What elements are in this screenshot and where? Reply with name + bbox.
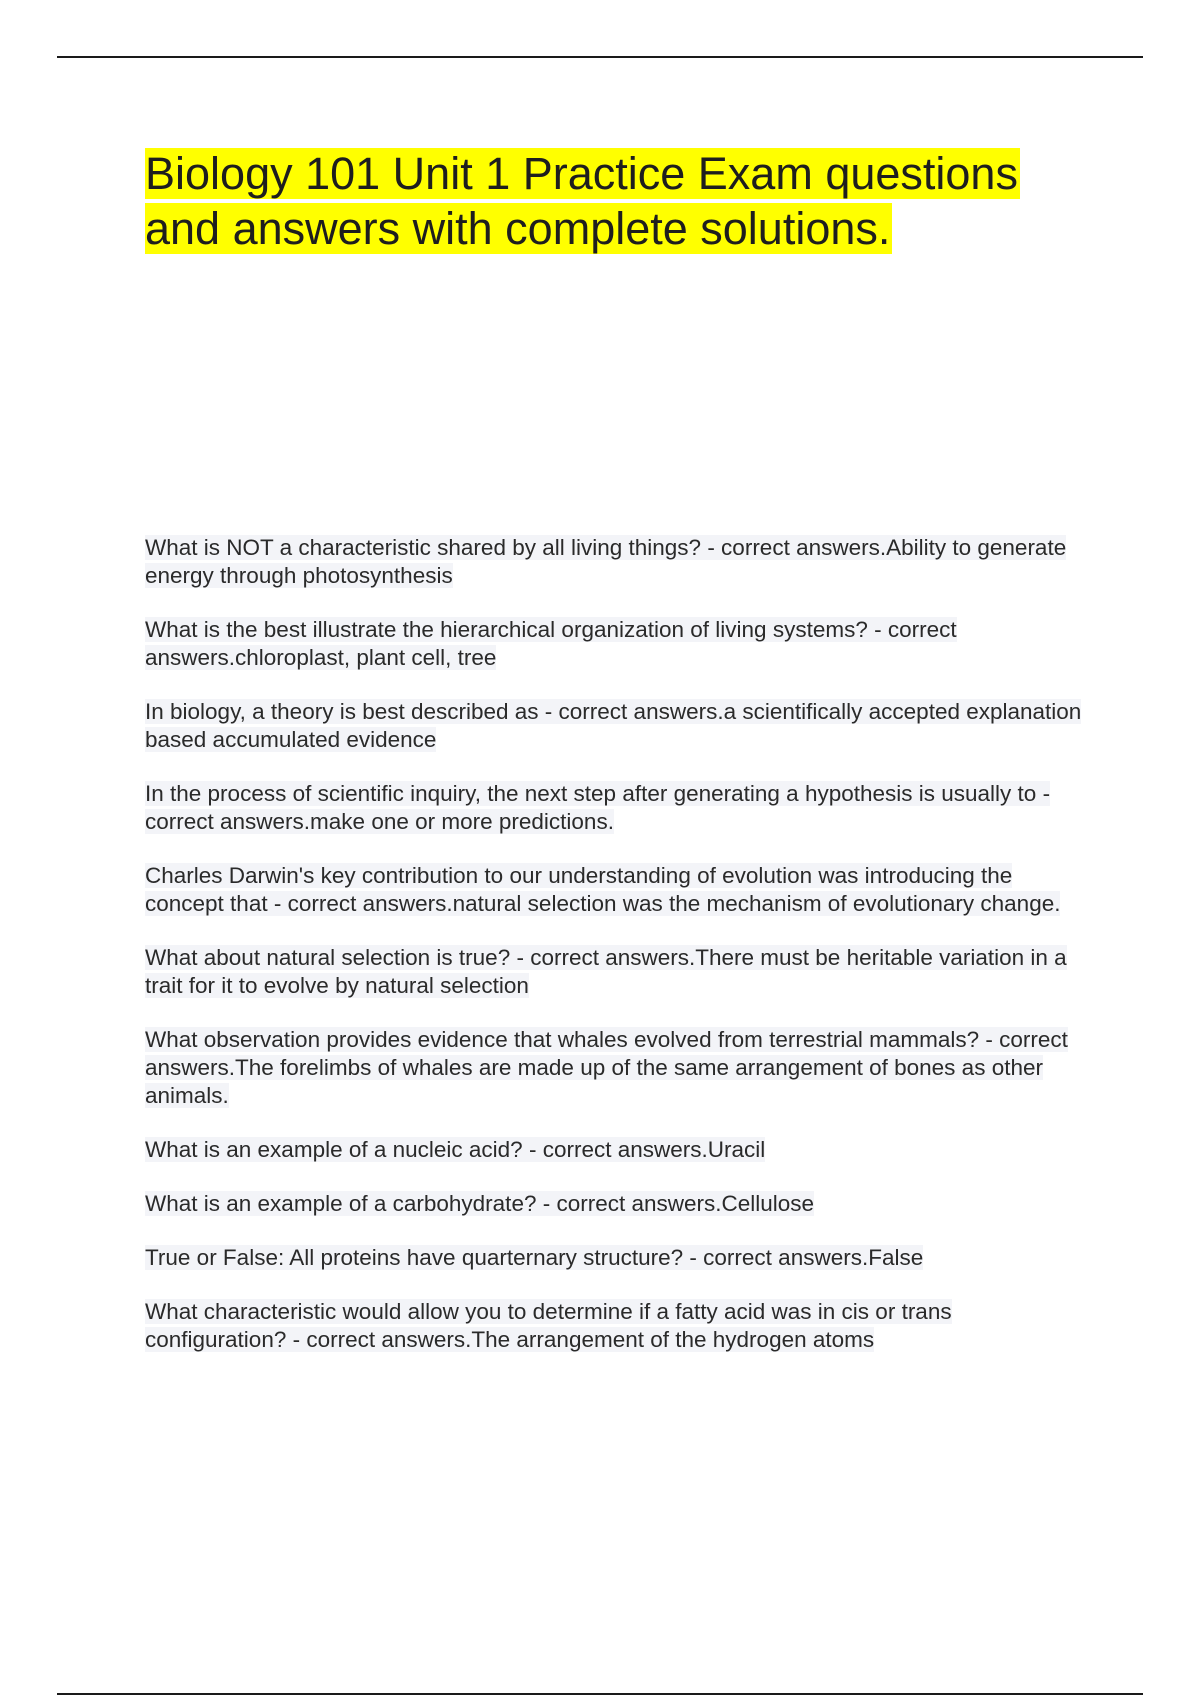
document-title-text: Biology 101 Unit 1 Practice Exam questions and answers with complete solutions. [145, 148, 1018, 254]
qa-item [145, 780, 1090, 836]
qa-item-text: In biology, a theory is best described as - correct answers.a scientifically accepted explanation based accumulated evidence [145, 699, 1082, 752]
qa-item [145, 1026, 1090, 1110]
qa-item [145, 698, 1090, 754]
qa-item-text: True or False: All proteins have quarternary structure? - correct answers.False [145, 1245, 924, 1270]
qa-item [145, 534, 1090, 590]
qa-item-text: What characteristic would allow you to determine if a fatty acid was in cis or trans configuration? - correct answers.The arrangement of the hydrogen atoms [145, 1299, 952, 1352]
qa-item-text: What is an example of a nucleic acid? - correct answers.Uracil [145, 1137, 766, 1162]
qa-item [145, 1190, 1090, 1218]
top-rule [57, 56, 1143, 58]
qa-item [145, 862, 1090, 918]
qa-item-text: What observation provides evidence that whales evolved from terrestrial mammals? - correct answers.The forelimbs of whales are made up of the same arrangement of bones as other animals. [145, 1027, 1068, 1108]
qa-item-text: What is NOT a characteristic shared by all living things? - correct answers.Ability to generate energy through photosynthesis [145, 535, 1067, 588]
qa-item [145, 944, 1090, 1000]
qa-item [145, 1244, 1090, 1272]
qa-item [145, 616, 1090, 672]
qa-item-text: Charles Darwin's key contribution to our understanding of evolution was introducing the concept that - correct answers.natural selection was the mechanism of evolutionary change. [145, 863, 1061, 916]
document-title [145, 146, 1095, 256]
qa-item-text: What is the best illustrate the hierarchical organization of living systems? - correct answers.chloroplast, plant cell, tree [145, 617, 957, 670]
qa-item-text: In the process of scientific inquiry, the next step after generating a hypothesis is usually to - correct answers.make one or more predictions. [145, 781, 1051, 834]
qa-item-text: What about natural selection is true? - correct answers.There must be heritable variation in a trait for it to evolve by natural selection [145, 945, 1067, 998]
qa-item [145, 1298, 1090, 1354]
bottom-rule [57, 1693, 1143, 1695]
qa-list [145, 534, 1090, 1380]
qa-item-text: What is an example of a carbohydrate? - correct answers.Cellulose [145, 1191, 815, 1216]
qa-item [145, 1136, 1090, 1164]
